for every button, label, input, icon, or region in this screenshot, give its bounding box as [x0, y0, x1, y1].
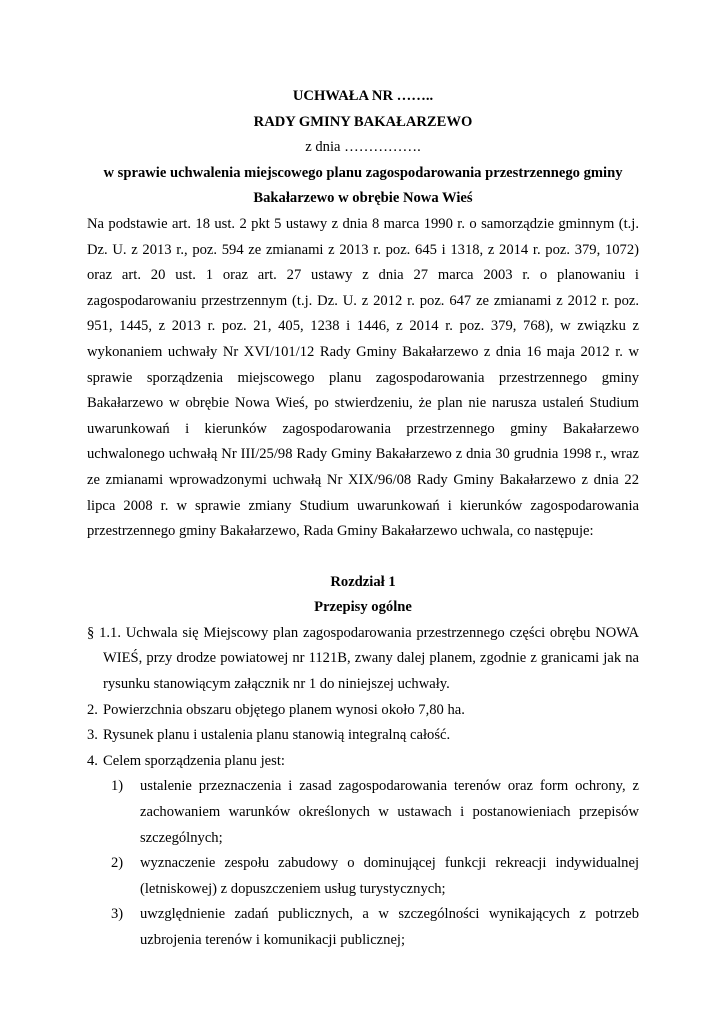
sub-list-item: [87, 902, 639, 953]
preamble: Na podstawie art. 18 ust. 2 pkt 5 ustawy z dnia 8 marca 1990 r. o samorządzie gminnym (t.j. Dz. U. z 2013 r., poz. 594 ze zmianami z 2013 r. poz. 645 i 1318, z 2014 r. poz. 379, 1072) oraz art. 20 ust. 1 oraz art. 27 ustawy z dnia 27 marca 2003 r. o planowaniu i zagospodarowaniu przestrzennym (t.j. Dz. U. z 2012 r. poz. 647 ze zmianami z 2012 r. poz. 951, 1445, z 2013 r. poz. 21, 405, 1238 i 1446, z 2014 r. poz. 379, 768), w związku z wykonaniem uchwały Nr XVI/101/12 Rady Gminy Bakałarzewo z dnia 16 maja 2012 r. w sprawie sporządzenia miejscowego planu zagospodarowania przestrzennego gminy Bakałarzewo w obrębie Nowa Wieś, po stwierdzeniu, że plan nie narusza ustaleń Studium uwarunkowań i kierunków zagospodarowania przestrzennego gminy Bakałarzewo uchwalonego uchwałą Nr III/25/98 Rady Gminy Bakałarzewo z dnia 30 grudnia 1998 r., wraz ze zmianami wprowadzonymi uchwałą Nr XIX/96/08 Rady Gminy Bakałarzewo z dnia 22 lipca 2008 r. w sprawie zmiany Studium uwarunkowań i kierunków zagospodarowania przestrzennego gminy Bakałarzewo, Rada Gminy Bakałarzewo uchwala, co następuje:: [87, 215, 639, 540]
resolution-date: z dnia …………….: [305, 139, 421, 156]
list-item-number: 3.: [87, 727, 98, 744]
sub-list-item-number: 1): [111, 778, 124, 795]
paragraph-1: § 1.1. Uchwala się Miejscowy plan zagospodarowania przestrzennego części obrębu NOWA WIEŚ, przy drodze powiatowej nr 1121B, zwany dalej planem, zgodnie z granicami jak na rysunku stanowiącym załącznik nr 1 do niniejszej uchwały.: [87, 624, 639, 693]
sub-list-item: [87, 774, 639, 851]
list-item-number: 2.: [87, 701, 98, 718]
sub-list-item: [87, 851, 639, 902]
resolution-title: UCHWAŁA NR ……..: [292, 88, 434, 104]
list-item-text: Powierzchnia obszaru objętego planem wynosi około 7,80 ha.: [103, 701, 465, 718]
council-name: RADY GMINY BAKAŁARZEWO: [253, 113, 473, 130]
document-body: [87, 84, 639, 954]
chapter-number: Rozdział 1: [330, 573, 396, 590]
sub-list-item-number: 2): [111, 855, 124, 872]
resolution-subject: w sprawie uchwalenia miejscowego planu zagospodarowania przestrzennego gminy Bakałarzewo w obrębie Nowa Wieś: [103, 164, 623, 207]
list-item-number: 4.: [87, 752, 98, 769]
sub-list-item-text: ustalenie przeznaczenia i zasad zagospodarowania terenów oraz form ochrony, z zachowaniem warunków określonych w ustawach i postanowieniach przepisów szczególnych;: [140, 778, 639, 846]
list-item-text: Celem sporządzenia planu jest:: [103, 752, 285, 769]
sub-list-item-text: wyznaczenie zespołu zabudowy o dominującej funkcji rekreacji indywidualnej (letniskowej) z dopuszczeniem usług turystycznych;: [140, 855, 639, 897]
chapter-title: Przepisy ogólne: [314, 599, 412, 616]
list-item: [87, 698, 639, 724]
list-item: [87, 749, 639, 775]
sub-list-item-text: uwzględnienie zadań publicznych, a w szczególności wynikających z potrzeb uzbrojenia terenów i komunikacji publicznej;: [140, 906, 639, 948]
list-item: [87, 723, 639, 749]
sub-list-item-number: 3): [111, 906, 124, 923]
list-item-text: Rysunek planu i ustalenia planu stanowią integralną całość.: [103, 727, 451, 744]
